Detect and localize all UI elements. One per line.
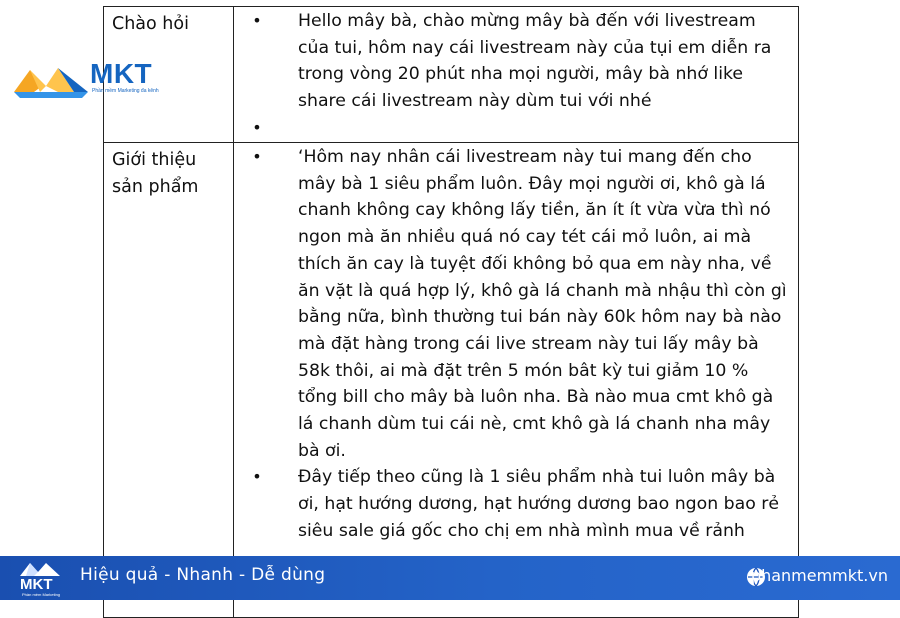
logo-text: MKT (90, 58, 153, 89)
bullet-icon: • (252, 147, 262, 166)
bullet-item (250, 115, 790, 142)
logo-tagline: Phần mềm Marketing đa kênh (92, 88, 159, 94)
footer-banner (0, 556, 900, 600)
footer-logo-tagline: Phần mềm Marketing (22, 592, 61, 597)
footer-logo (18, 560, 68, 596)
table-row (104, 143, 799, 618)
bullet-list (250, 8, 790, 142)
bullet-icon: • (252, 467, 262, 487)
bullet-text: ‘Hôm nay nhân cái livestream này tui mang đến cho mây bà 1 siêu phẩm luôn. Đây mọi người ơi, khô gà lá chanh không cay không lấy tiền, ăn ít ít vừa vừa thì nó ngon mà ăn nhiều quá nó cay tét cái mỏ luôn, ai mà thích ăn cay là tuyệt đối không bỏ qua em này nha, về ăn vặt là quá hợp lý, khô gà lá chanh mà nhậu thì còn gì bằng nữa, bình thường tui bán này 60k hôm nay bà nào mà đặt hàng trong cái live stream này tui lấy mây bà 58k thôi, ai mà đặt trên 5 món bât kỳ tui giảm 10 % tổng bill cho mây bà luôn nha. Bà nào mua cmt khô gà lá chanh dùm tui cái nè, cmt khô gà lá chanh nha mây bà ơi. (298, 147, 787, 461)
mkt-logo-mark-icon (12, 60, 92, 102)
footer-slogan: Hiệu quả - Nhanh - Dễ dùng (80, 565, 326, 585)
bullet-text: Hello mây bà, chào mừng mây bà đến với livestream của tui, hôm nay cái livestream này của tụi em diễn ra trong vòng 20 phút nha mọi người, mây bà nhớ like share cái livestream này dùm tui với nhé (298, 11, 772, 112)
row-content (234, 7, 799, 143)
row-content (234, 143, 799, 618)
table-row (104, 7, 799, 143)
bullet-icon: • (252, 11, 262, 30)
bullet-text: Đây tiếp theo cũng là 1 siêu phẩm nhà tui luôn mây bà ơi, hạt hướng dương, hạt hướng dương bao ngon bao rẻ siêu sale giá gốc cho chị em nhà mình mua về rảnh (298, 467, 780, 541)
row-label: Chào hỏi (104, 7, 234, 143)
bullet-item (250, 8, 790, 115)
website-link[interactable]: phanmemmkt.vn (750, 566, 888, 585)
footer-logo-text: MKT (20, 576, 53, 593)
bullet-item (250, 144, 790, 464)
bullet-list (250, 144, 790, 545)
bullet-icon: • (252, 117, 262, 137)
script-table (103, 6, 799, 618)
row-label: Giới thiệu sản phẩm (104, 143, 234, 618)
bullet-item (250, 464, 790, 544)
mkt-logo (12, 60, 172, 102)
